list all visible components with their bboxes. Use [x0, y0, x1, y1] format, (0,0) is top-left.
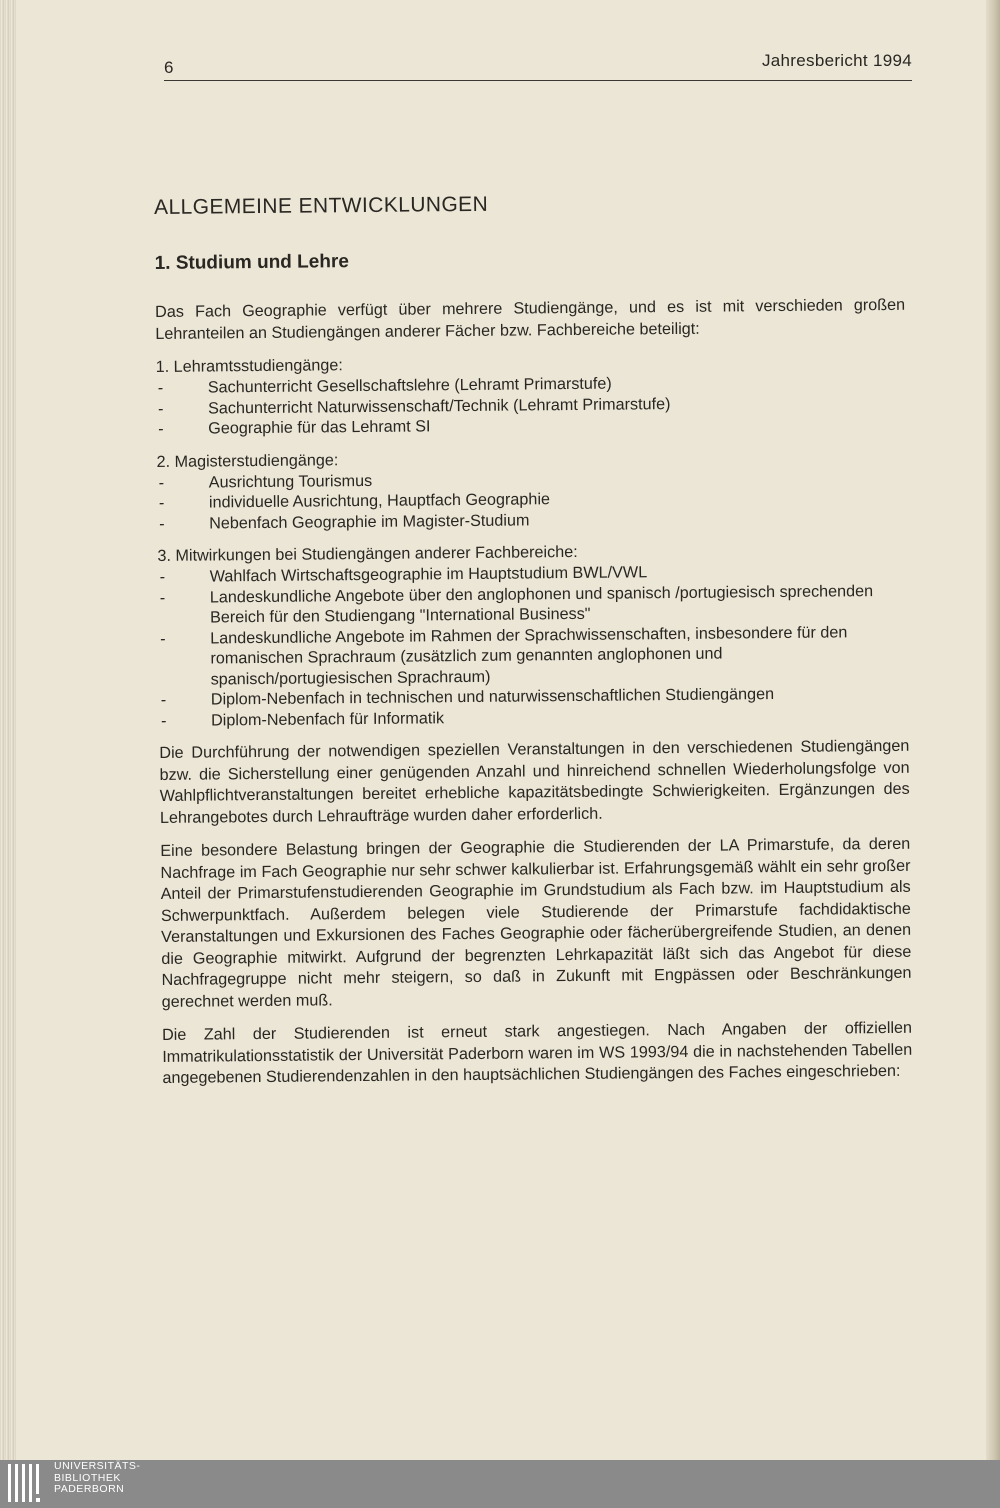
library-footer-band [0, 1460, 1000, 1508]
body-paragraph: Die Durchführung der notwendigen speziellen Veranstaltungen in den verschiedenen Studiengängen bzw. die Sicherstellung einer genügenden Anzahl und hinreichend schnellen Wiederholungsfolge von Wahlpflichtveranstaltungen bereitet erhebliche kapazitätsbedingte Schwierigkeiten. Ergänzungen des Lehrangebotes durch Lehraufträge wurden daher erforderlich. [159, 736, 910, 827]
list-title: 2. Magisterstudiengänge: [156, 450, 339, 471]
list-item: - Sachunterricht Gesellschaftslehre (Lehramt Primarstufe) [156, 371, 906, 399]
list-title: 1. Lehramtsstudiengänge: [155, 356, 343, 376]
list-item: - Wahlfach Wirtschaftsgeographie im Hauptstudium BWL/VWL [158, 560, 908, 588]
body-paragraph: Die Zahl der Studierenden ist erneut stark angestiegen. Nach Angaben der offiziellen Immatrikulationsstatistik der Universität Paderborn waren im WS 1993/94 die in nachstehenden Tabellen angegebenen Studierendenzahlen in den hauptsächlichen Studiengängen des Faches eingeschrieben: [161, 1018, 913, 1087]
page-header [164, 50, 912, 81]
list-mitwirkungen [157, 539, 909, 731]
list-item: - Ausrichtung Tourismus [157, 465, 907, 493]
page-edge-left [0, 0, 16, 1460]
library-name-line: UNIVERSITÄTS- [54, 1460, 141, 1472]
intro-paragraph: Das Fach Geographie verfügt über mehrere Studiengänge, und es ist mit verschieden großen Lehranteilen an Studiengängen anderer Fächer bzw. Fachbereiche beteiligt: [155, 295, 906, 343]
list-lehramt [156, 350, 907, 440]
list-magister [156, 444, 907, 534]
list-item: - Diplom-Nebenfach für Informatik [159, 703, 909, 731]
library-name [54, 1461, 140, 1496]
running-title: Jahresbericht 1994 [762, 51, 912, 70]
list-title: 3. Mitwirkungen bei Studiengängen anderer Fachbereiche: [157, 542, 578, 565]
body-paragraph: Eine besondere Belastung bringen der Geographie die Studierenden der LA Primarstufe, da deren Nachfrage im Fach Geographie nur sehr schwer kalkulierbar ist. Erfahrungsgemäß wählt ein sehr großer Anteil der Primarstufenstudierenden Geographie im Grundstudium als Fach bzw. im Hauptstudium als Schwerpunktfach. Außerdem belegen viele Studierende der Primarstufe fachdidaktische Veranstaltungen und Exkursionen des Faches Geographie oder fächerübergreifende Studien, an denen die Geographie mitwirkt. Aufgrund der begrenzten Lehrkapazität läßt sich das Angebot für diese Nachfragegruppe nicht mehr steigern, so daß in Zukunft mit Engpässen oder Beschränkungen gerechnet werden muß. [160, 834, 912, 1011]
list-item: - Geographie für das Lehramt SI [156, 412, 906, 440]
list-item: - Diplom-Nebenfach in technischen und naturwissenschaftlichen Studiengängen [159, 683, 909, 711]
section-title: ALLGEMEINE ENTWICKLUNGEN [154, 192, 489, 219]
page-number: 6 [164, 58, 174, 77]
list-item: - individuelle Ausrichtung, Hauptfach Geographie [157, 486, 907, 514]
library-name-line: BIBLIOTHEK [54, 1471, 121, 1484]
list-item: - Landeskundliche Angebote im Rahmen der Sprachwissenschaften, insbesondere für den romanischen Sprachraum (zusätzlich zum genannten anglophonen und spanisch/portugiesischen Sprachraum) [158, 621, 909, 690]
subsection-title: 1. Studium und Lehre [154, 251, 349, 274]
page-edge-right [986, 0, 1000, 1460]
list-item: - Nebenfach Geographie im Magister-Studium [157, 506, 907, 534]
list-item: - Landeskundliche Angebote über den anglophonen und spanisch /portugiesisch sprechenden Bereich für den Studiengang "International Business" [158, 580, 908, 628]
list-item: - Sachunterricht Naturwissenschaft/Technik (Lehramt Primarstufe) [156, 391, 906, 419]
page-content [154, 189, 913, 1102]
library-name-line: PADERBORN [54, 1483, 125, 1495]
library-logo-icon [6, 1462, 46, 1506]
